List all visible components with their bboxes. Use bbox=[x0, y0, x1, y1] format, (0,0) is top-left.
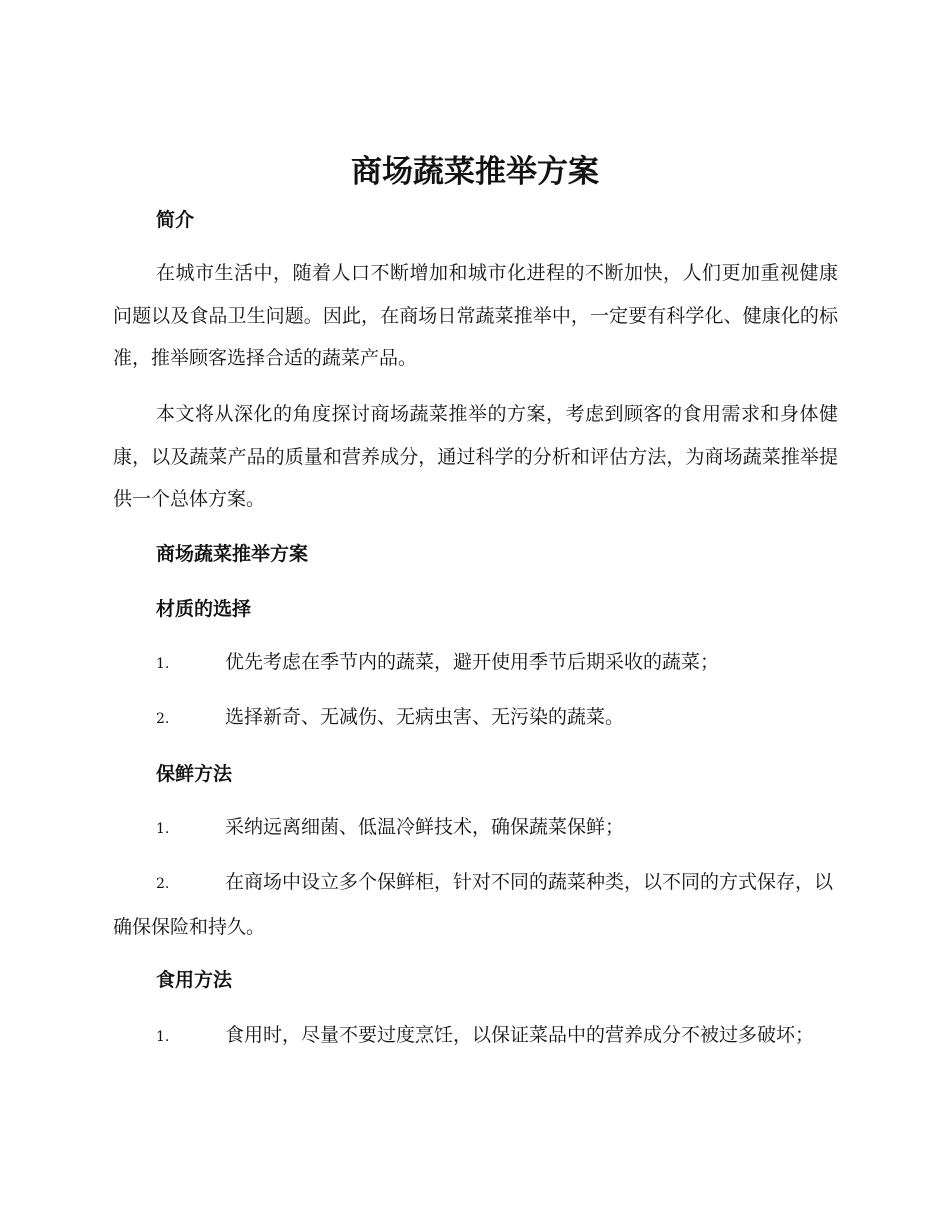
section-heading-materials: 材质的选择 bbox=[156, 598, 252, 620]
list-item bbox=[113, 806, 838, 851]
list-text: 食用时，尽量不要过度烹饪，以保证菜品中的营养成分不被过多破坏； bbox=[225, 1024, 815, 1046]
document-title: 商场蔬菜推举方案 bbox=[351, 154, 599, 190]
section-heading-intro: 简介 bbox=[156, 209, 195, 231]
list-number: 2. bbox=[156, 876, 170, 892]
list-number: 1. bbox=[156, 656, 170, 672]
list-number: 1. bbox=[156, 821, 170, 837]
list-text: 在商场中设立多个保鲜柜，针对不同的蔬菜种类，以不同的方式保存，以确保保险和持久。 bbox=[113, 871, 834, 938]
intro-paragraph-2: 本文将从深化的角度探讨商场蔬菜推举的方案，考虑到顾客的食用需求和身体健康，以及蔬菜产品的质量和营养成分，通过科学的分析和评估方法，为商场蔬菜推举提供一个总体方案。 bbox=[113, 403, 838, 510]
list-item bbox=[113, 696, 838, 741]
section-heading-plan: 商场蔬菜推举方案 bbox=[156, 543, 309, 565]
list-text: 采纳远离细菌、低温冷鲜技术，确保蔬菜保鲜； bbox=[225, 816, 625, 838]
section-heading-preservation: 保鲜方法 bbox=[156, 763, 233, 785]
list-item bbox=[113, 641, 838, 686]
list-item bbox=[113, 861, 838, 948]
intro-paragraph-1: 在城市生活中，随着人口不断增加和城市化进程的不断加快，人们更加重视健康问题以及食品卫生问题。因此，在商场日常蔬菜推举中，一定要有科学化、健康化的标准，推举顾客选择合适的蔬菜产品。 bbox=[113, 262, 838, 369]
section-heading-eating: 食用方法 bbox=[156, 969, 233, 991]
list-number: 2. bbox=[156, 711, 170, 727]
list-item bbox=[113, 1014, 838, 1059]
list-text: 优先考虑在季节内的蔬菜，避开使用季节后期采收的蔬菜； bbox=[225, 651, 720, 673]
list-number: 1. bbox=[156, 1029, 170, 1045]
list-text: 选择新奇、无减伤、无病虫害、无污染的蔬菜。 bbox=[225, 706, 625, 728]
